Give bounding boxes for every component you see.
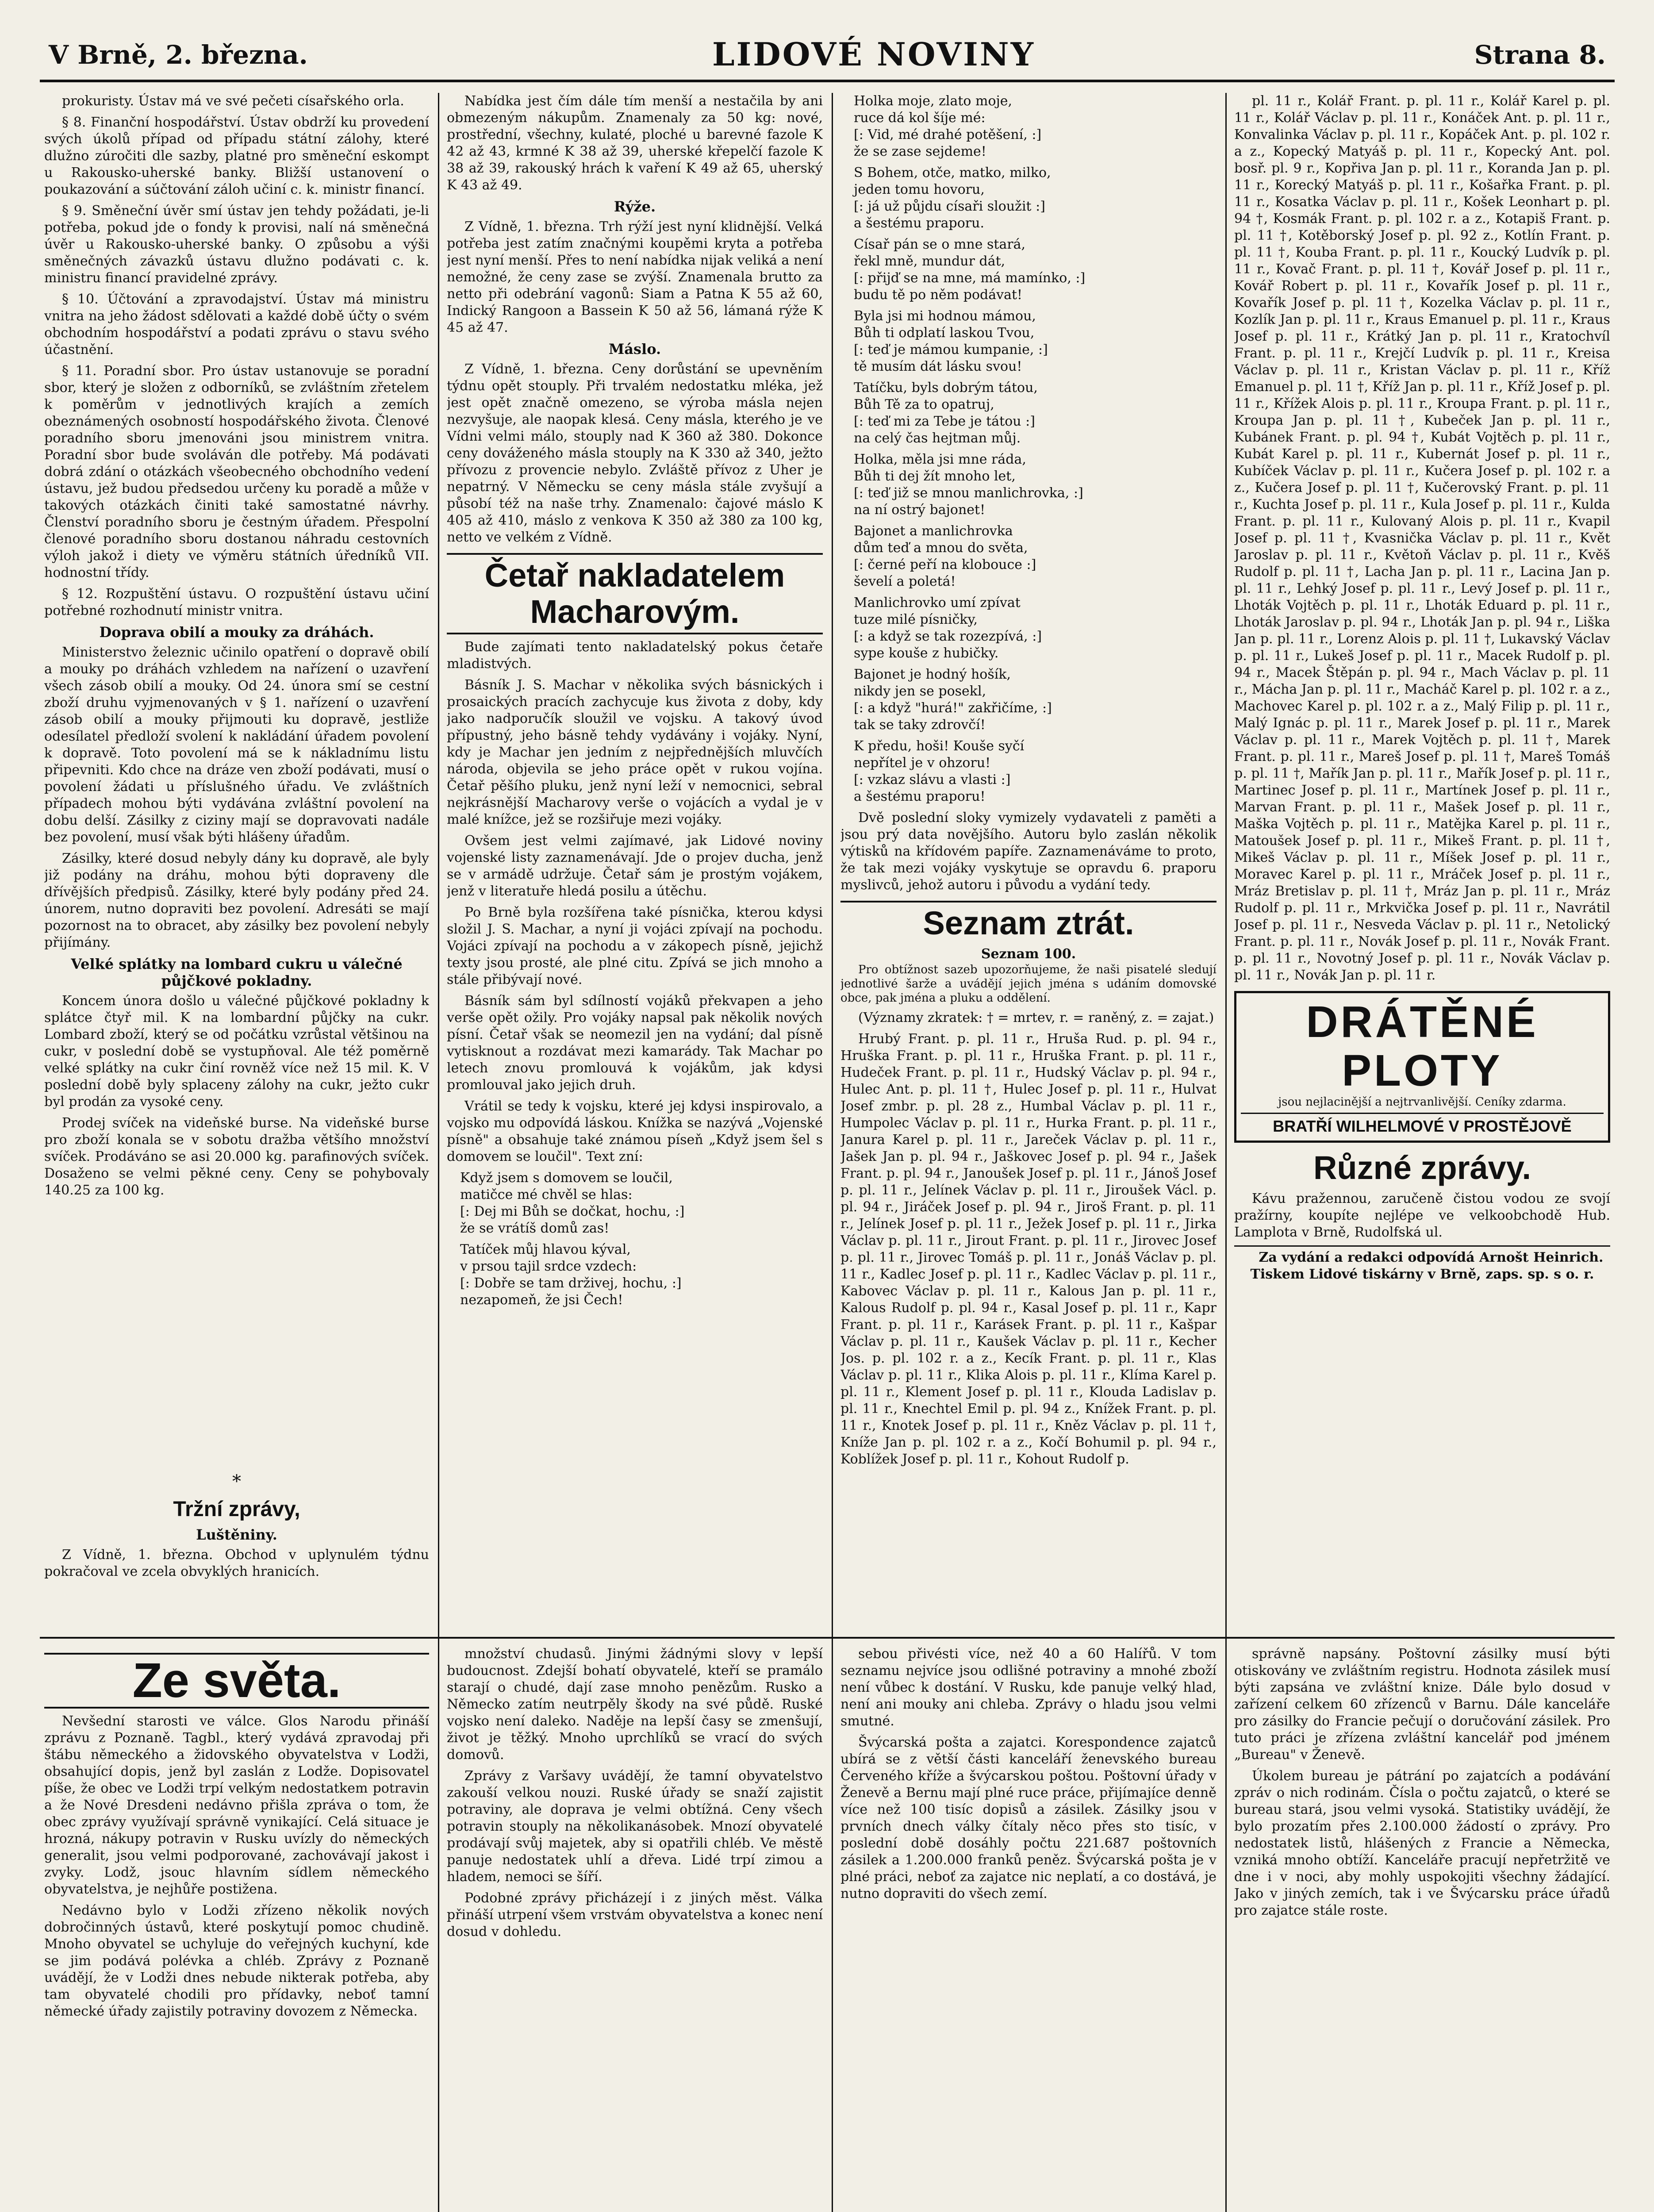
poem-stanza: Byla jsi mi hodnou mámou, Bůh ti odplatí laskou Tvou, [: teď je mámou kumpanie, :] tě musím dát lásku svou!: [854, 308, 1048, 374]
ad-subtitle: jsou nejlacinější a nejtrvanlivější. Ceníky zdarma.: [1278, 1095, 1566, 1109]
poem-stanza: Holka moje, zlato moje, ruce dá kol šíje mé: [: Vid, mé drahé potěšení, :] že se zase sejdeme!: [854, 93, 1042, 159]
article-paragraph: Z Vídně, 1. března. Obchod v uplynulém týdnu pokračoval ve zcela obvyklých hranicích.: [44, 1547, 429, 1579]
article-paragraph: Dvě poslední sloky vymizely vydavateli z paměti a jsou prý data novějšího. Autoru bylo zaslán několik výtisků na křídovém papíře. Zaznamenáváme to proto, že tak mezi vojáky vyskytuje se opravdu 6. praporu myslivců, jehož autoru i původu a vydání tedy.: [840, 810, 1217, 893]
section-star: *: [232, 1471, 241, 1492]
article-paragraph: § 8. Finanční hospodářství. Ústav obdrží ku provedení svých úkolů případ od případu státní zálohy, které dlužno zúročiti dle sazby, platné pro směneční eskompt u Rakousko-uherské banky. Bližší ustanovení o poukazování a súčtování záloh učiní c. k. ministr financí.: [44, 115, 429, 197]
article-paragraph: § 9. Směneční úvěr smí ústav jen tehdy požádati, je-li potřeba, pokud jde o fondy k provisi, nalí ná směnečná úvěr u Rakousko-uherské banky. O způsobu a výši směnečných závazků ústavu dlužno podávati c. k. ministru financí pravidelné zprávy.: [44, 203, 429, 286]
article-paragraph: § 12. Rozpuštění ústavu. O rozpuštění ústavu učiní potřebné rozhodnutí ministr vnitra.: [44, 586, 429, 618]
headline-doprava: Doprava obilí a mouky za dráhách.: [99, 624, 374, 641]
article-paragraph: Kávu pražennou, zaručeně čistou vodou ze svojí pražírny, koupíte nejlépe ve velkoobchodě Hub. Lamplota v Brně, Rudolfská ul.: [1234, 1191, 1610, 1240]
article-paragraph: Z Vídně, 1. března. Ceny dorůstání se upevněním týdnu opět stouply. Při trvalém nedostatku mléka, jež jest opět značně omezeno, se výroba másla nejen nezvyšuje, ale naopak klesá. Ceny másla, kterého je ve Vídni velmi málo, stouply nad K 360 až 380. Dokonce ceny dováženého másla stouply na K 330 až 340, ježto přívozu z provencie nebylo. Zvláště přívoz z Uher je nepatrný. V Německu se ceny másla stále zvyšují a působí též na naše trhy. Znamenalo: čajové máslo K 405 až 410, máslo z venkova K 350 až 380 za 100 kg, netto ve velkém z Vídně.: [447, 361, 823, 545]
article-paragraph: sebou přivésti více, než 40 a 60 Halířů. V tom seznamu nejvíce jsou odlišné potraviny a mnohé zboží není vůbec k dostání. V Rusku, kde panuje velký hlad, není ani mouky ani chleba. Zprávy o hladu jsou velmi smutné.: [840, 1646, 1217, 1729]
column-1-bottom: [44, 1646, 429, 2212]
article-paragraph: Nedávno bylo v Lodži zřízeno několik nových dobročinných ústavů, které poskytují pomoc chudině. Mnoho obyvatel se uchyluje do veřejných kuchyní, kde se jim podává polévka a chléb. Zprávy z Poznaně uvádějí, že v Lodži dnes nebude nikterak potřeba, aby tam obyvatelé chodili pro přídavky, neboť tamní německé úřady zajistily potraviny dovozem z Německa.: [44, 1903, 429, 2019]
header-page-number: Strana 8.: [1474, 40, 1606, 70]
article-paragraph: Nevšední starosti ve válce. Glos Narodu přináší zprávu z Poznaně. Tagbl., který vydává zpravodaj při štábu německého a židovského obyvatelstva v Lodži, obsahující dopis, jenž byl zaslán z Lodže. Dopisovatel píše, že obec ve Lodži trpí velkým nedostatkem potravin a že Nové Dresdeni nedávno přišla zpráva o tom, že obec zprávy využívají správně vynikající. Celá situace je hrozná, nákupy potravin v Rusku uvízly do německých generalit, jsou velmi podporované, zachovávají jakost i zvyky. Lodž, jsouc hlavním sídlem německého obyvatelstva, je nejhůře postižena.: [44, 1713, 429, 1897]
list-legend: (Významy zkratek: † = mrtev, r. = raněný, z. = zajat.): [858, 1010, 1214, 1025]
article-paragraph: prokuristy. Ústav má ve své pečeti císařského orla.: [62, 93, 404, 109]
headline-cetar: Četař nakladatelem Macharovým.: [447, 553, 823, 634]
ad-title: DRÁTĚNÉ PLOTY: [1306, 997, 1539, 1095]
list-number: Seznam 100.: [981, 946, 1076, 962]
column-rule: [1225, 93, 1227, 2212]
casualty-list: Hrubý Frant. p. pl. 11 r., Hruša Rud. p. pl. 94 r., Hruška Frant. p. pl. 11 r., Hruška Frant. p. pl. 11 r., Hudeček Frant. p. pl. 11 r., Hudský Václav p. pl. 94 r., Hulec Ant. p. pl. 11 †, Hulec Josef p. pl. 11 r., Hulvat Josef zmbr. p. pl. 28 z., Humbal Václav p. pl. 11 r., Humpolec Václav p. pl. 11 r., Hurka Frant. p. pl. 11 r., Janura Karel p. pl. 11 r., Jareček Václav p. pl. 11 r., Jašek Jan p. pl. 94 r., Jaškovec Josef p. pl. 94 r., Jašek Frant. p. pl. 94 r., Janoušek Josef p. pl. 11 r., Jánoš Josef p. pl. 11 r., Jelínek Václav p. pl. 11 r., Jiroušek Václ. p. pl. 94 r., Jiráček Josef p. pl. 94 r., Jiroš Frant. p. pl. 11 r., Jelínek Josef p. pl. 11 r., Ježek Josef p. pl. 11 r., Jirka Václav p. pl. 11 r., Jirout Frant. p. pl. 11 r., Jirovec Josef p. pl. 11 r., Jirovec Tomáš p. pl. 11 r., Jonáš Václav p. pl. 11 r., Kadlec Josef p. pl. 11 r., Kadlec Václav p. pl. 11 r., Kabovec Václav p. pl. 11 r., Kalous Jan p. pl. 11 r., Kalous Rudolf p. pl. 94 r., Kasal Josef p. pl. 11 r., Kapr Frant. p. pl. 11 r., Karásek Frant. p. pl. 11 r., Kašpar Václav p. pl. 11 r., Kaušek Václav p. pl. 11 r., Kecher Jos. p. pl. 102 r. a z., Kecík Frant. p. pl. 11 r., Klas Václav p. pl. 11 r., Klika Alois p. pl. 11 r., Klíma Karel p. pl. 11 r., Klement Josef p. pl. 11 r., Klouda Ladislav p. pl. 11 r., Knechtel Emil p. pl. 94 z., Knížek Frant. p. pl. 11 r., Knotek Josef p. pl. 11 r., Kněz Václav p. pl. 11 †, Kníže Jan p. pl. 102 r. a z., Kočí Bohumil p. pl. 94 r., Koblížek Josef p. pl. 11 r., Kohout Rudolf p.: [840, 1031, 1217, 1467]
poem-stanza: Tatíčku, byls dobrým tátou, Bůh Tě za to opatruj, [: teď mi za Tebe je tátou :] na celý čas hejtman můj.: [854, 380, 1038, 446]
article-paragraph: Po Brně byla rozšířena také písnička, kterou kdysi složil J. S. Machar, a nyní ji vojáci zpívají na pochodu. Vojáci zpívají na pochodu a v zákopech písně, jejichž texty jsou prosté, ale plné citu. Zpívá se jich mnoho a stále přibývají nové.: [447, 905, 823, 987]
column-4-bottom: [1234, 1646, 1610, 2212]
poem-stanza: Bajonet a manlichrovka dům teď a mnou do světa, [: černé peří na klobouce :] ševelí a poletá!: [854, 523, 1036, 589]
article-paragraph: správně napsány. Poštovní zásilky musí býti otiskovány ve zvláštním registru. Hodnota zásilek musí býti zapsána ve zvláštní knize. Dále bylo dosud v zařízení celkem 60 zřízenců v Barnu. Dále kanceláře pro zásilky do Francie pečují o doručování zásilek. Pro tuto práci je zřízena zvláštní kancelář pod jménem „Bureau" v Ženevě.: [1234, 1646, 1610, 1763]
poem-stanza: Bajonet je hodný hošík, nikdy jen se posekl, [: a když "hurá!" zakřičíme, :] tak se taky zdrovčí!: [854, 667, 1052, 733]
article-paragraph: Básník sám byl sdílností vojáků překvapen a jeho verše opět ožily. Pro vojáky napsal pak několik nových písní. Četař však se neomezil jen na vydání; dal písně vytisknout a rozdávat mezi kamarády. Tak Machar po letech znovu promlouvá k vojákům, jak kdysi promlouval jako jejich druh.: [447, 993, 823, 1093]
subhead-lusteniny: Luštěniny.: [196, 1526, 277, 1543]
article-paragraph: Vrátil se tedy k vojsku, které jej kdysi inspirovalo, a vojsko mu odpovídá láskou. Knížka se nazývá „Vojenské písně" a obsahuje také známou píseň „Když jsem šel s domovem se loučil". Text zní:: [447, 1098, 823, 1164]
column-2-bottom: [447, 1646, 823, 2212]
poem-stanza: S Bohem, otče, matko, milko, jeden tomu hovoru, [: já už půjdu císaři sloužit :] a šestému praporu.: [854, 165, 1051, 231]
article-paragraph: Z Vídně, 1. března. Trh rýží jest nyní klidnější. Velká potřeba jest zatím značnými koupěmi kryta a potřeba jest nyní menší. Přes to není nabídka nijak veliká a není nemožné, že ceny zase se zvýší. Znamenala brutto za netto při odebrání vagonů: Siam a Patna K 55 až 60, Indický Rangoon a Bassein K 50 až 56, lámaná rýže K 45 až 47.: [447, 219, 823, 335]
article-paragraph: Podobné zprávy přicházejí i z jiných měst. Válka přináší utrpení všem vrstvám obyvatelstva a konec není dosud v dohledu.: [447, 1890, 823, 1939]
column-3-bottom: [840, 1646, 1217, 2212]
article-paragraph: Básník J. S. Machar v několika svých básnických i prosaických pracích zachycuje kus života z doby, kdy jako nadporučík sloužil ve vojsku. A takový úvod přípustný, jeho básně tehdy vydávány i vojáky. Nyní, kdy je Machar jen jedním z nejpřednějších mluvčích národa, objevila se jeho práce opět v rukou vojína. Četař pěšího pluku, jenž nyní leží v nemocnici, sebral nejkrásnější Macharovy verše o vojácích a vydal je v malé knížce, jež se rozšiřuje mezi vojáky.: [447, 677, 823, 827]
poem-stanza: Císař pán se o mne stará, řekl mně, mundur dát, [: přijď se na mne, má mamínko, :] budu tě po něm podávat!: [854, 237, 1086, 303]
article-paragraph: Zprávy z Varšavy uvádějí, že tamní obyvatelstvo zakouší velkou nouzi. Ruské úřady se snaží zajistit potraviny, ale doprava je velmi obtížná. Ceny všech potravin stouply na několikanásobek. Mnozí obyvatelé prodávají svůj majetek, aby si opatřili chléb. Ve městě panuje nedostatek uhlí a dřeva. Lidé trpí zimou a hladem, nemoci se šíří.: [447, 1768, 823, 1885]
column-rule: [832, 93, 833, 2212]
poem-stanza: Když jsem s domovem se loučil, matičce mé chvěl se hlas: [: Dej mi Bůh se dočkat, hochu, :] že se vrátíš domů zas!: [460, 1170, 685, 1236]
article-paragraph: Nabídka jest čím dále tím menší a nestačila by ani obmezeným nákupům. Znamenaly za 50 kg: nové, prostřední, všechny, kulaté, ploché u barevné fazole K 42 až 43, krmné K 38 až 39, uherské křepelčí fazole K 38 až 39, rakouský hrách k vaření K 49 až 65, uherský K 43 až 49.: [447, 93, 823, 193]
headline-trzni: Tržní zprávy,: [173, 1498, 300, 1521]
advertisement-ploty: [1234, 991, 1610, 1143]
headline-splatky: Velké splátky na lombard cukru u válečné půjčkové pokladny.: [71, 956, 403, 989]
article-paragraph: § 10. Účtování a zpravodajství. Ústav má ministru vnitra na jeho žádost sdělovati a každé době účty o svém obchodním hospodářství a podati zprávu o stavu svého účastnění.: [44, 292, 429, 357]
article-paragraph: Ovšem jest velmi zajímavé, jak Lidové noviny vojenské listy zaznamenávají. Jde o projev ducha, jenž se v armádě udržuje. Četař sám je prostým vojákem, jenž v literatuře hledá posilu a útěchu.: [447, 833, 823, 899]
article-paragraph: množství chudasů. Jinými žádnými slovy v lepší budoucnost. Zdejší bohatí obyvatelé, kteří se pramálo starají o chudé, dají zase mnoho penězům. Rusko a Německo zatím neutrpěly škody na své půdě. Ruské vojsko není daleko. Naděje na lepší časy se zmenšují, život je těžký. Mnoho uprchlíků se vrací do svých domovů.: [447, 1646, 823, 1763]
article-paragraph: Švýcarská pošta a zajatci. Korespondence zajatců ubírá se z větší části kanceláří ženevského bureau Červeného kříže a švýcarskou poštou. Poštovní úřady v Ženevě a Bernu mají plné ruce práce, přijímajíce denně více než 100 tisíc dopisů a zásilek. Zásilky jsou v prvních dnech války čítaly něco přes sto tisíc, v poslední době dosáhly počtu 221.687 poštovních zásilek a 1.200.000 franků peněz. Švýcarská pošta je v plné práci, neboť za zajatce nic neplatí, a co dostává, je nutno dopraviti do všech zemí.: [840, 1735, 1217, 1901]
list-intro: Pro obtížnost sazeb upozorňujeme, že naši pisatelé sledují jednotlivé šarže a uvádějí jejich jména s udáním domovské obce, pak jména a pluku a oddělení.: [840, 963, 1217, 1005]
newspaper-page: [40, 31, 1615, 2212]
page-header: [40, 31, 1615, 82]
headline-seznam: Seznam ztrát.: [840, 901, 1217, 941]
article-paragraph: Zásilky, které dosud nebyly dány ku dopravě, ale byly již podány na dráhu, mohou býti dopraveny dle dřívějších předpisů. Zásilky, které byly podány před 24. únorem, nutno dopraviti bez povolení. Adresáti se mají pozornost na to obracet, aby zásilky bez povolení nebyly přijímány.: [44, 851, 429, 950]
column-3: [840, 93, 1217, 1628]
imprint: Za vydání a redakci odpovídá Arnošt Heinrich. Tiskem Lidové tiskárny v Brně, zaps. sp. s o. r.: [1234, 1245, 1610, 1283]
headline-ruzne: Různé zprávy.: [1313, 1149, 1531, 1186]
article-paragraph: § 11. Poradní sbor. Pro ústav ustanovuje se poradní sbor, který je složen z odborníků, se zvláštním zřetelem k poměrům v jednotlivých krajích a zemích obeznámených osobností hospodářského života. Členové poradního sboru jmenováni jsou ministrem vnitra. Poradní sbor bude svoláván dle potřeby. Má podávati dobrá zdání o otázkách všeobecného obchodního vedení ústavu, jež budou předsedou určeny ku poradě a může v takových otázkách činiti také samostatné návrhy. Členství poradního sboru je čestným úřadem. Přespolní členové poradního sboru dostanou náhradu cestovních výloh jakož i diety ve výměru státních úředníků VII. hodnostní třídy.: [44, 363, 429, 580]
column-rule: [438, 93, 439, 2212]
article-paragraph: Koncem února došlo u válečné půjčkové pokladny k splátce čtyř mil. K na lombardní půjčky na cukr. Lombard zboží, který se od počátku vzrůstal většinou na cukr, v poslední době se vystupňoval. Ale též poměrně velké splátky na cukr činí rovněž více než 15 mil. K. V poslední době byly splaceny zálohy na cukr, ježto cukr byl prodán za vysoké ceny.: [44, 993, 429, 1110]
casualty-list: pl. 11 r., Kolář Frant. p. pl. 11 r., Kolář Karel p. pl. 11 r., Kolář Václav p. pl. 11 r., Konáček Ant. p. pl. 11 r., Konvalinka Václav p. pl. 11 r., Kopáček Ant. p. pl. 102 r. a z., Kopecký Matyáš p. pl. 11 r., Kopecký Ant. pol. bosř. pl. 9 r., Kopřiva Jan p. pl. 11 r., Koranda Jan p. pl. 11 r., Korecký Matyáš p. pl. 11 r., Košařka Frant. p. pl. 11 r., Kosatka Václav p. pl. 11 r., Košek Leonhart p. pl. 94 †, Kosmák Frant. p. pl. 102 r. a z., Kotapiš Frant. p. pl. 11 †, Kotěborský Josef p. pl. 92 z., Kotlín Frant. p. pl. 11 †, Kouba Frant. p. pl. 11 r., Koucký Ludvík p. pl. 11 r., Kovač Frant. p. pl. 11 †, Kovář Josef p. pl. 11 r., Kovář Robert p. pl. 11 r., Kovařík Josef p. pl. 11 r., Kovařík Josef p. pl. 11 †, Kozelka Václav p. pl. 11 r., Kozlík Jan p. pl. 11 r., Kraus Emanuel p. pl. 11 r., Kraus Josef p. pl. 11 r., Krátký Jan p. pl. 11 r., Kratochvíl Frant. p. pl. 11 r., Krejčí Ludvík p. pl. 11 r., Kreisa Václav p. pl. 11 r., Kristan Václav p. pl. 11 r., Kříž Emanuel p. pl. 11 †, Kříž Jan p. pl. 11 r., Kříž Josef p. pl. 11 r., Křížek Alois p. pl. 11 r., Kroupa Frant. p. pl. 11 r., Kroupa Jan p. pl. 11 †, Kubeček Jan p. pl. 11 r., Kubánek Frant. p. pl. 94 †, Kubát Vojtěch p. pl. 11 r., Kubát Karel p. pl. 11 r., Kubernát Josef p. pl. 11 r., Kubíček Václav p. pl. 11 r., Kučera Josef p. pl. 102 r. a z., Kučera Josef p. pl. 11 †, Kučerovský Frant. p. pl. 11 r., Kuchta Josef p. pl. 11 r., Kula Josef p. pl. 11 r., Kulda Frant. p. pl. 11 r., Kulovaný Alois p. pl. 11 r., Kvapil Josef p. pl. 11 †, Kvasnička Václav p. pl. 11 r., Květ Jaroslav p. pl. 11 r., Květoň Václav p. pl. 11 r., Kvěš Rudolf p. pl. 11 †, Lacha Jan p. pl. 11 r., Lacina Jan p. pl. 11 r., Lehký Josef p. pl. 11 r., Levý Josef p. pl. 11 r., Lhoták Vojtěch p. pl. 11 r., Lhoták Eduard p. pl. 11 r., Lhoták Jaroslav p. pl. 94 r., Lhoták Jan p. pl. 94 r., Liška Jan p. pl. 11 r., Lorenz Alois p. pl. 11 †, Lukavský Václav p. pl. 11 r., Lukeš Josef p. pl. 11 r., Macek Rudolf p. pl. 94 r., Macek Štěpán p. pl. 94 r., Mach Václav p. pl. 11 r., Mácha Jan p. pl. 11 r., Macháč Karel p. pl. 102 r. a z., Machovec Karel p. pl. 102 r. a z., Malý Filip p. pl. 11 r., Malý Ignác p. pl. 11 r., Marek Josef p. pl. 11 r., Marek Václav p. pl. 11 r., Marek Vojtěch p. pl. 11 †, Marek Frant. p. pl. 11 r., Mareš Josef p. pl. 11 †, Mareš Tomáš p. pl. 11 †, Mařík Jan p. pl. 11 r., Mařík Josef p. pl. 11 r., Martinec Josef p. pl. 11 r., Martínek Josef p. pl. 11 r., Marvan Frant. p. pl. 11 r., Mašek Josef p. pl. 11 r., Maška Vojtěch p. pl. 11 r., Matějka Karel p. pl. 11 r., Matoušek Josef p. pl. 11 r., Mikeš Frant. p. pl. 11 †, Mikeš Václav p. pl. 11 r., Míšek Josef p. pl. 11 r., Moravec Karel p. pl. 11 r., Mráček Josef p. pl. 11 r., Mráz Bretislav p. pl. 11 †, Mráz Jan p. pl. 11 r., Mráz Rudolf p. pl. 11 r., Mrkvička Josef p. pl. 11 r., Navrátil Josef p. pl. 11 r., Nesveda Václav p. pl. 11 r., Netolický Frant. p. pl. 11 r., Novák Josef p. pl. 11 r., Novák Frant. p. pl. 11 r., Novotný Josef p. pl. 11 r., Novák Václav p. pl. 11 r., Novák Jan p. pl. 11 r.: [1234, 93, 1610, 983]
poem-stanza: K předu, hoši! Kouše syčí nepřítel je v ohzoru! [: vzkaz slávu a vlasti :] a šestému praporu!: [854, 738, 1025, 804]
article-paragraph: Prodej svíček na videňské burse. Na videňské burse pro zboží konala se v sobotu dražba většího množství svíček. Prodáváno se asi 20.000 kg. parafinových svíček. Dosaženo se velmi pěkné ceny. Ceny se pohybovaly 140.25 za 100 kg.: [44, 1115, 429, 1198]
column-4: [1234, 93, 1610, 1628]
poem-stanza: Manlichrovko umí zpívat tuze milé písničky, [: a když se tak rozezpívá, :] sype kouše z hubičky.: [854, 595, 1042, 661]
article-paragraph: Bude zajímati tento nakladatelský pokus četaře mladistvých.: [447, 639, 823, 672]
headline-ze-sveta: Ze světa.: [44, 1653, 429, 1709]
subhead-ryze: Rýže.: [614, 198, 656, 215]
subhead-maslo: Máslo.: [608, 341, 661, 357]
header-masthead: LIDOVÉ NOVINY: [712, 35, 1036, 73]
ad-firm: BRATŘÍ WILHELMOVÉ V PROSTĚJOVĚ: [1241, 1113, 1604, 1136]
column-2: [447, 93, 823, 1628]
header-date: V Brně, 2. března.: [49, 40, 308, 70]
poem-stanza: Tatíček můj hlavou kýval, v prsou tajil srdce vzdech: [: Dobře se tam drživej, hochu, :] nezapomeň, že jsi Čech!: [460, 1242, 682, 1308]
article-paragraph: Ministerstvo železnic učinilo opatření o dopravě obilí a mouky po dráhách vzhledem na nařízení o uzavření všech zásob obilí a mouky. Od 24. února smí se cestní zboží druhu vyjmenovaných v § 1. nařízení o uzavření zásob obilí a mouky přijmouti ku dopravě, jestliže odesílatel předloží svolení k nakládání úřadem povolení k dopravě. Toto povolení má se k nákladnímu listu připevniti. Kdo chce na dráze ven zboží podávati, musí o povolení žádati u příslušného úřadu. Ve zvláštních případech mohou býti vydávána zvláštní povolení na dobu delší. Zásilky z ciziny mají se dopravovati nadále bez povolení, musí však býti hlášeny úřadům.: [44, 645, 429, 845]
column-1: [44, 93, 429, 1628]
market-section: [44, 1469, 429, 1632]
article-paragraph: Úkolem bureau je pátrání po zajatcích a podávání zpráv o nich rodinám. Čísla o počtu zajatců, o které se bureau stará, jsou velmi vysoká. Statistiky uvádějí, že bylo prozatím přes 2.100.000 žádostí o zprávy. Pro nedostatek listů, hlášených z Francie a Německa, vzniká mnoho obtíží. Kanceláře pracují nepřetržitě ve dne i v noci, aby mohly uspokojiti všechny žádající. Jako v jiných zemích, tak i ve Švýcarsku práce úřadů pro zajatce stále roste.: [1234, 1768, 1610, 1918]
horizontal-rule: [40, 1637, 1615, 1639]
poem-stanza: Holka, měla jsi mne ráda, Bůh ti dej žít mnoho let, [: teď již se mnou manlichrovka, :] na ní ostrý bajonet!: [854, 452, 1083, 518]
